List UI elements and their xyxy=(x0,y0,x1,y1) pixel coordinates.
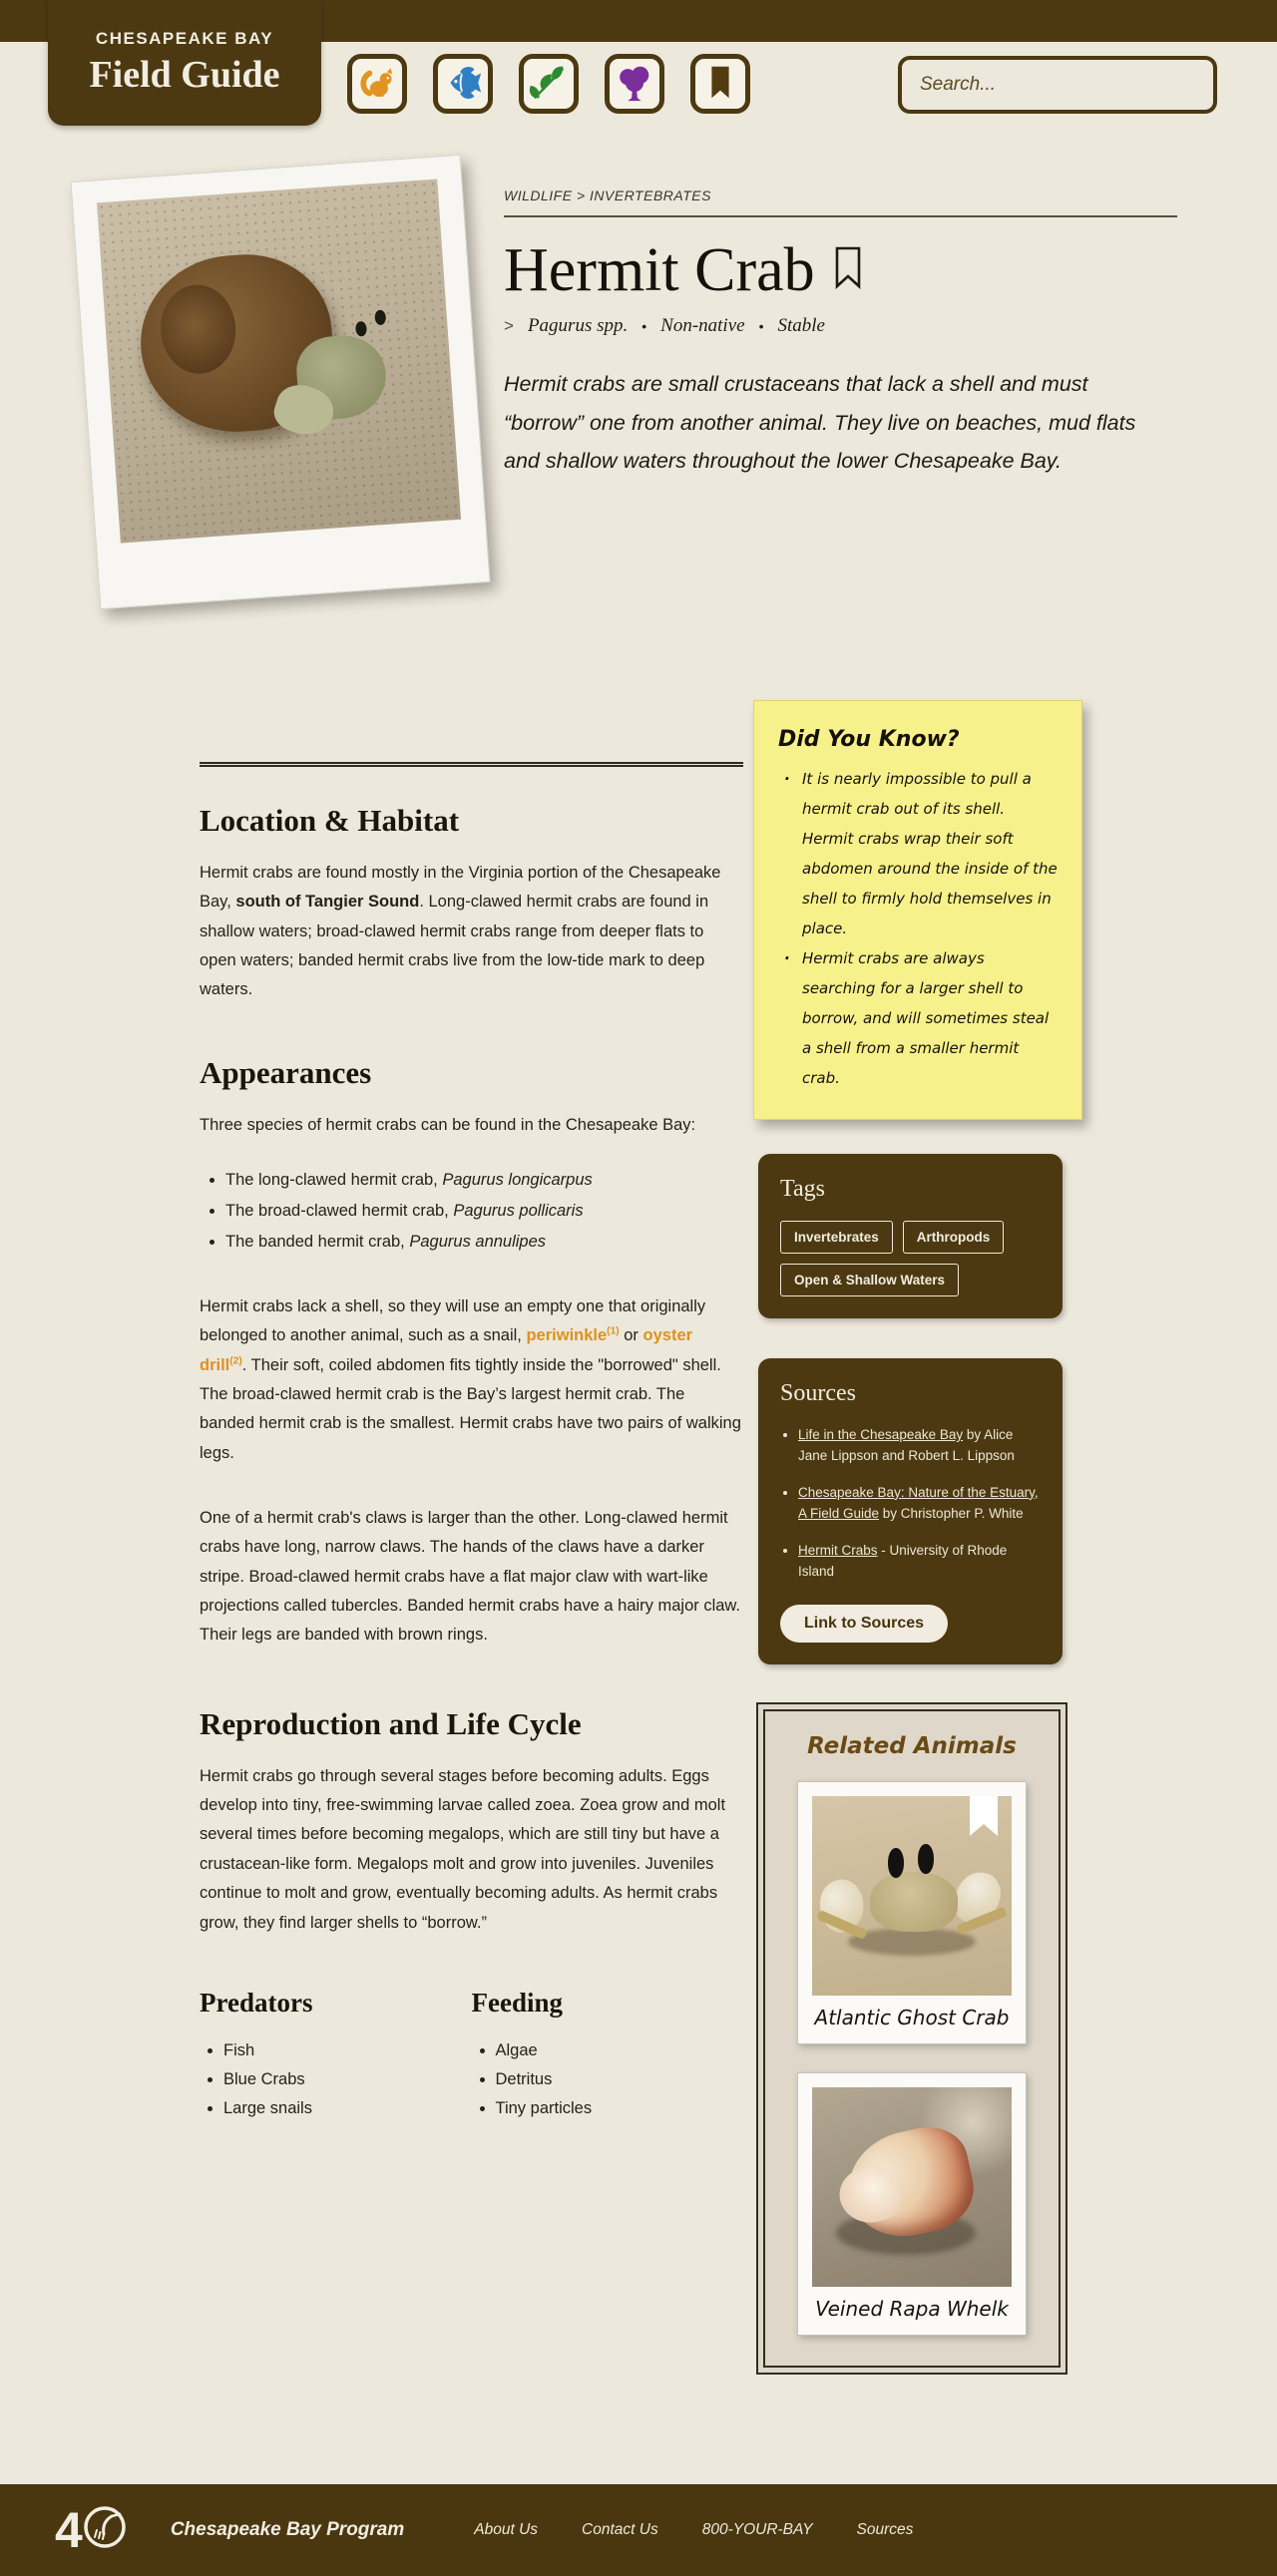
related-animals-heading: Related Animals xyxy=(807,1732,1017,1759)
sources-heading: Sources xyxy=(780,1380,856,1406)
link-to-sources-button[interactable]: Link to Sources xyxy=(780,1605,948,1643)
footnote-1[interactable]: (1) xyxy=(607,1325,620,1337)
footer-brand: Chesapeake Bay Program xyxy=(170,2518,405,2540)
list-item: • The banded hermit crab, Pagurus annulipes xyxy=(225,1228,743,1257)
leaf-icon xyxy=(528,62,570,107)
footnote-2[interactable]: (2) xyxy=(229,1355,242,1366)
article-hero xyxy=(0,132,1277,600)
predators-list xyxy=(223,2036,472,2123)
predators-heading: Predators xyxy=(200,1987,313,2018)
predators-feeding-row xyxy=(200,1988,743,2123)
nav-plants-button[interactable] xyxy=(519,54,579,114)
site-pretitle: CHESAPEAKE BAY xyxy=(95,29,274,48)
shell-paragraph: Hermit crabs lack a shell, so they will use an empty one that originally belonged to another animal, such as a snail, periwinkle$^{(1)}$ or oyster drill$^{(2)}$. Their soft, coiled abdomen fits tightly inside the "borrowed" shell. The broad-clawed hermit crab is the Bay’s largest hermit crab. The banded hermit crab is the smallest. Hermit crabs have two pairs of walking legs. xyxy=(200,1296,741,1462)
tags-heading: Tags xyxy=(780,1176,825,1202)
bookmark-ribbon-icon[interactable] xyxy=(970,1796,998,1841)
nav-bookmarks-button[interactable] xyxy=(690,54,750,114)
list-item: • Blue Crabs xyxy=(223,2065,472,2094)
sidebar xyxy=(753,700,1087,2375)
source-link-3[interactable]: Hermit Crabs xyxy=(798,1542,878,1558)
rapa-whelk-photo xyxy=(812,2087,1012,2287)
feeding-list xyxy=(496,2036,744,2123)
related-card-ghost-crab[interactable] xyxy=(797,1781,1027,2044)
site-logo[interactable] xyxy=(48,0,321,126)
reproduction-paragraph: Hermit crabs go through several stages before becoming adults. Eggs develop into tiny, free-swimming larvae called zoea. Zoea grow and molt several times before becoming megalops, which are still tiny but have a crustacean-like form. Megalops molt and grow into juveniles. Juveniles continue to molt and grow, eventually becoming adults. As hermit crabs grow, they find larger shells to “borrow.” xyxy=(200,1766,726,1932)
footer-link-sources[interactable]: Sources xyxy=(856,2520,914,2538)
species-list xyxy=(225,1166,743,1257)
nav-fish-button[interactable] xyxy=(433,54,493,114)
population-status: Stable xyxy=(777,315,825,336)
tree-icon xyxy=(614,62,655,107)
predators-section xyxy=(200,1988,472,2123)
tags-box xyxy=(758,1154,1063,1318)
page-title: Hermit Crab xyxy=(504,236,815,304)
bookmark-outline-icon[interactable] xyxy=(833,245,863,294)
related-card-caption: Atlantic Ghost Crab xyxy=(814,2005,1010,2029)
bookmark-icon xyxy=(699,62,741,107)
intro-paragraph: Hermit crabs are small crustaceans that lack a shell and must “borrow” one from another animal. They live on beaches, mud flats and shallow waters throughout the lower Chesapeake Bay. xyxy=(504,372,1136,474)
did-you-know-list xyxy=(784,764,1058,1093)
feeding-heading: Feeding xyxy=(471,1987,563,2018)
breadcrumb[interactable]: WILDLIFE > INVERTEBRATES xyxy=(504,187,711,203)
source-link-2[interactable]: Chesapeake Bay: Nature of the Estuary, A Field Guide xyxy=(798,1484,1039,1521)
appearances-intro: Three species of hermit crabs can be found in the Chesapeake Bay: xyxy=(200,1115,696,1134)
location-heading: Location & Habitat xyxy=(200,803,460,838)
breadcrumb-rule xyxy=(504,215,1177,217)
site-header xyxy=(0,0,1277,132)
list-item: · Hermit crabs are always searching for a larger shell to borrow, and will sometimes steal a shell from a smaller hermit crab. xyxy=(784,943,1058,1093)
category-nav xyxy=(347,54,750,114)
search-input[interactable] xyxy=(920,74,1195,96)
list-item: • The long-clawed hermit crab, Pagurus longicarpus xyxy=(225,1166,743,1195)
tag-open-shallow-waters[interactable]: Open & Shallow Waters xyxy=(780,1264,959,1296)
list-item: • Chesapeake Bay: Nature of the Estuary, A Field Guide by Christopher P. White xyxy=(798,1483,1041,1525)
did-you-know-note xyxy=(753,700,1082,1120)
sources-box xyxy=(758,1358,1063,1664)
ghost-crab-photo xyxy=(812,1796,1012,1996)
appearances-heading: Appearances xyxy=(200,1054,372,1090)
hermit-crab-photo xyxy=(70,155,490,609)
sources-list xyxy=(798,1425,1041,1583)
heron-circle-icon xyxy=(81,2503,129,2556)
list-item: • Detritus xyxy=(496,2065,744,2094)
meta-chevron: > xyxy=(504,316,514,335)
nav-mammals-button[interactable] xyxy=(347,54,407,114)
periwinkle-link[interactable]: periwinkle xyxy=(526,1326,608,1345)
article-body xyxy=(200,700,743,2375)
list-item: • The broad-clawed hermit crab, Pagurus pollicaris xyxy=(225,1197,743,1226)
list-item: • Tiny particles xyxy=(496,2094,744,2123)
site-title: Field Guide xyxy=(89,54,280,96)
footer-logo[interactable] xyxy=(55,2503,129,2556)
hermit-crab-photo-image xyxy=(97,180,461,544)
list-item: • Algae xyxy=(496,2036,744,2065)
list-item: • Hermit Crabs - University of Rhode Island xyxy=(798,1541,1041,1583)
site-footer xyxy=(0,2484,1277,2576)
list-item: • Life in the Chesapeake Bay by Alice Jane Lippson and Robert L. Lippson xyxy=(798,1425,1041,1467)
anniversary-40-logo: 4 xyxy=(55,2501,81,2558)
nav-trees-button[interactable] xyxy=(605,54,664,114)
footer-nav xyxy=(474,2521,913,2539)
feeding-section xyxy=(472,1988,744,2123)
reproduction-heading: Reproduction and Life Cycle xyxy=(200,1705,582,1741)
list-item: • Fish xyxy=(223,2036,472,2065)
footer-link-contact[interactable]: Contact Us xyxy=(582,2520,658,2538)
tag-invertebrates[interactable]: Invertebrates xyxy=(780,1221,893,1254)
search-box[interactable] xyxy=(898,56,1217,114)
taxonomy: Pagurus spp. xyxy=(527,315,629,336)
footer-link-phone[interactable]: 800-YOUR-BAY xyxy=(701,2520,813,2538)
claws-paragraph: One of a hermit crab's claws is larger than the other. Long-clawed hermit crabs have long, narrow claws. The hands of the claws have a darker stripe. Broad-clawed hermit crabs have a flat major claw with wart-like projections called tubercles. Banded hermit crabs have a hairy major claw. Their legs are banded with brown rings. xyxy=(200,1508,741,1645)
related-animals-panel xyxy=(756,1702,1067,2375)
native-status: Non-native xyxy=(660,315,745,336)
footer-link-about[interactable]: About Us xyxy=(474,2520,539,2538)
list-item: • Large snails xyxy=(223,2094,472,2123)
oyster-drill-link[interactable]: oyster drill xyxy=(200,1326,693,1374)
location-paragraph: Hermit crabs are found mostly in the Virginia portion of the Chesapeake Bay, south of Tangier Sound. Long-clawed hermit crabs are found in shallow waters; broad-clawed hermit crabs range from deeper flats to open waters; banded hermit crabs live from the low-tide mark to deep waters. xyxy=(200,864,721,999)
did-you-know-title: Did You Know? xyxy=(778,727,960,752)
article-meta: > Pagurus spp. • Non-native • Stable xyxy=(504,315,825,336)
tag-arthropods[interactable]: Arthropods xyxy=(903,1221,1005,1254)
squirrel-icon xyxy=(356,62,398,107)
related-card-caption: Veined Rapa Whelk xyxy=(815,2296,1009,2321)
source-link-1[interactable]: Life in the Chesapeake Bay xyxy=(798,1427,964,1442)
section-divider xyxy=(200,762,743,767)
related-card-rapa-whelk[interactable] xyxy=(797,2072,1027,2336)
list-item: · It is nearly impossible to pull a hermit crab out of its shell. Hermit crabs wrap their soft abdomen around the inside of the shell to firmly hold themselves in place. xyxy=(784,764,1058,943)
fish-icon xyxy=(442,62,484,107)
